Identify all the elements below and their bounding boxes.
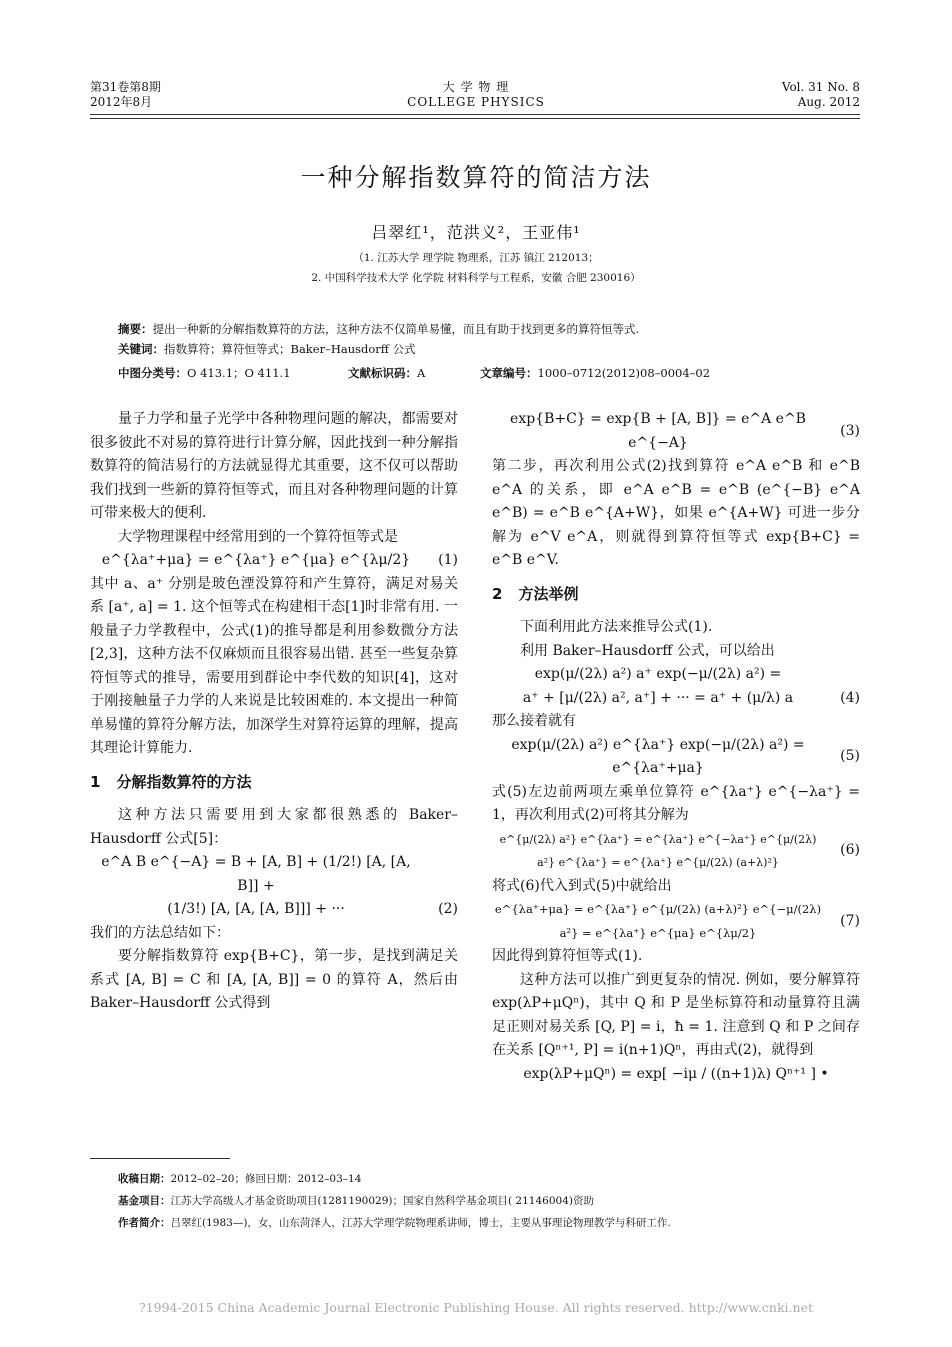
identity-intro: 大学物理课程中经常用到的一个算符恒等式是 — [118, 528, 398, 545]
equation-4a-expr: exp(μ/(2λ) a²) a⁺ exp(−μ/(2λ) a²) = — [534, 666, 782, 682]
method-step-2: 第二步，再次利用公式(2)找到算符 e^A e^B 和 e^B e^A 的关系，即 e^A e^B = e^B (e^{−B} e^A e^B) = e^B e^{A+W}，如果 e^{A+W} 可进一步分解为 e^V e^A，则就得到算符恒等式 exp{B+C} = e^B e^V. — [492, 458, 860, 568]
article-id-value: 1000–0712(2012)08–0004–02 — [537, 366, 711, 380]
abstract-label: 摘要： — [118, 322, 153, 336]
header-rule-thin — [90, 118, 860, 119]
equation-4b — [492, 687, 860, 711]
footnote-fund — [118, 1192, 858, 1210]
right-column — [492, 408, 860, 1086]
equation-7-number: (7) — [840, 912, 860, 929]
equation-2b-expr: (1/3!) [A, [A, [A, B]]] + ··· — [167, 901, 345, 917]
classification — [118, 364, 858, 382]
intro-paragraph: 量子力学和量子光学中各种物理问题的解决，都需要对很多彼此不对易的算符进行计算分解，因此找到一种分解指数算符的简洁易行的方法就显得尤其重要，这不仅可以帮助我们找到一些新的算符恒等式，而且对各种物理问题的计算可带来极大的便利. — [90, 411, 458, 521]
bio-text: 吕翠红(1983—)，女，山东菏泽人，江苏大学理学院物理系讲师，博士，主要从事理论物理教学与科研工作. — [170, 1217, 671, 1229]
example-intro: 下面利用此方法来推导公式(1). — [520, 619, 713, 635]
equation-4b-expr: a⁺ + [μ/(2λ) a², a⁺] + ··· = a⁺ + (μ/λ) a — [522, 689, 794, 706]
method-summary: 我们的方法总结如下： — [90, 924, 230, 941]
equation-4-number: (4) — [840, 689, 860, 706]
keywords-text: 指数算符；算符恒等式；Baker–Hausdorff 公式 — [164, 342, 416, 356]
equation-5 — [492, 734, 860, 781]
affiliation-2: 2. 中国科学技术大学 化学院 材料科学与工程系，安徽 合肥 230016） — [311, 272, 641, 284]
keywords-label: 关键词： — [118, 342, 164, 356]
keywords — [118, 340, 858, 358]
equation-2a — [90, 851, 458, 898]
footnote-rule — [90, 1158, 230, 1159]
equation-6-expr: e^{μ/(2λ) a²} e^{λa⁺} = e^{λa⁺} e^{−λa⁺} e^{μ/(2λ) a²} e^{λa⁺} = e^{λa⁺} e^{μ/(2λ) (a+λ)²} — [499, 832, 817, 869]
equation-8 — [492, 1063, 860, 1087]
equation-5-expr: exp(μ/(2λ) a²) e^{λa⁺} exp(−μ/(2λ) a²) = e^{λa⁺+μa} — [511, 736, 805, 776]
section-1-number: 1 — [90, 772, 101, 791]
equation-1 — [90, 549, 458, 573]
article-id-label: 文章编号： — [480, 366, 538, 380]
conclusion-text: 因此得到算符恒等式(1). — [492, 948, 643, 964]
footnote-bio — [118, 1214, 858, 1232]
month-line: Aug. 2012 — [797, 95, 860, 109]
equation-8-expr: exp(λP+μQⁿ) = exp[ −iμ / ((n+1)λ) Qⁿ⁺¹ ] • — [523, 1065, 829, 1082]
fund-label: 基金项目： — [118, 1195, 171, 1207]
example-bh: 利用 Baker–Hausdorff 公式，可以给出 — [520, 642, 775, 659]
date-line: 2012年8月 — [90, 95, 153, 109]
journal-name-cn: 大 学 物 理 — [442, 80, 510, 94]
equation-2-number: (2) — [438, 901, 458, 917]
section-1-title: 分解指数算符的方法 — [116, 772, 252, 791]
footnote-received — [118, 1170, 858, 1188]
left-column — [90, 408, 458, 1016]
equation-7 — [492, 898, 860, 945]
section-2-heading — [492, 583, 860, 607]
clc-value: O 413.1；O 411.1 — [187, 366, 291, 380]
doc-code-value: A — [417, 366, 426, 380]
substitute-text: 将式(6)代入到式(5)中就给出 — [492, 877, 672, 894]
equation-1-number: (1) — [438, 552, 458, 568]
equation-7-expr: e^{λa⁺+μa} = e^{λa⁺} e^{μ/(2λ) (a+λ)²} e^{−μ/(2λ) a²} = e^{λa⁺} e^{μa} e^{λμ/2} — [494, 902, 822, 940]
volume-line: Vol. 31 No. 8 — [781, 80, 860, 94]
journal-name-en: COLLEGE PHYSICS — [407, 95, 545, 109]
equation-3 — [492, 408, 860, 455]
abstract — [118, 320, 858, 338]
abstract-text: 提出一种新的分解指数算符的方法，这种方法不仅简单易懂，而且有助于找到更多的算符恒等式. — [152, 322, 640, 336]
author-list: 吕翠红¹，范洪义²，王亚伟¹ — [371, 223, 581, 242]
header-rule — [90, 114, 860, 115]
doc-code-label: 文献标识码： — [348, 366, 417, 380]
equation-3-expr: exp{B+C} = exp{B + [A, B]} = e^A e^B e^{−A} — [510, 411, 806, 451]
operator-paragraph: 其中 a、a⁺ 分别是玻色湮没算符和产生算符，满足对易关系 [a⁺, a] = 1. 这个恒等式在构建相干态[1]时非常有用. 一般量子力学教程中，公式(1)的推导都是利用参数微分方法[2,3]，这种方法不仅麻烦而且很容易出错. 甚至一些复杂算符恒等式的推导，需要用到群论中李代数的知识[4]，这对于刚接触量子力学的人来说是比较困难的. 本文提出一种简单易懂的算符分解方法，加深学生对算符运算的理解，提高其理论计算能力. — [90, 575, 458, 756]
journal-issue-en — [782, 80, 860, 110]
bh-intro: 这种方法只需要用到大家都很熟悉的 Baker–Hausdorff 公式[5]： — [90, 807, 458, 847]
equation-3-number: (3) — [840, 422, 860, 439]
eq5-explanation: 式(5)左边前两项左乘单位算符 e^{λa⁺} e^{−λa⁺} = 1，再次利用式(2)可将其分解为 — [492, 783, 860, 823]
equation-6-number: (6) — [840, 842, 860, 859]
bio-label: 作者简介： — [118, 1217, 171, 1229]
received-text: 2012–02–20；修回日期：2012–03–14 — [170, 1173, 362, 1185]
equation-2b — [90, 898, 458, 922]
paper-title: 一种分解指数算符的简洁方法 — [300, 163, 652, 192]
equation-5-number: (5) — [840, 748, 860, 765]
equation-6 — [492, 828, 860, 875]
generalization-paragraph: 这种方法可以推广到更复杂的情况. 例如，要分解算符 exp(λP+μQⁿ)，其中 Q 和 P 是坐标算符和动量算符且满足正则对易关系 [Q, P] = i，ħ = 1. 注意到 Q 和 P 之间存在关系 [Qⁿ⁺¹, P] = i(n+1)Qⁿ，再由式(2)，就得到 — [492, 971, 860, 1058]
received-label: 收稿日期： — [118, 1173, 171, 1185]
then-text: 那么接着就有 — [492, 713, 576, 729]
fund-text: 江苏大学高级人才基金资助项目(1281190029)；国家自然科学基金项目( 21146004)资助 — [170, 1195, 594, 1207]
section-2-title: 方法举例 — [518, 584, 579, 603]
copyright-watermark: ?1994-2015 China Academic Journal Electronic Publishing House. All rights reserved. http://www.cnki.net — [139, 1300, 813, 1315]
affiliation-1: （1. 江苏大学 理学院 物理系，江苏 镇江 212013； — [353, 252, 599, 264]
clc-label: 中图分类号： — [118, 366, 187, 380]
issue-line: 第31卷第8期 — [90, 80, 161, 94]
equation-1-expr: e^{λa⁺+μa} = e^{λa⁺} e^{μa} e^{λμ/2} — [101, 552, 411, 568]
section-1-heading — [90, 771, 458, 795]
equation-4a — [492, 663, 860, 687]
method-step-1: 要分解指数算符 exp{B+C}，第一步，是找到满足关系式 [A, B] = C 和 [A, [A, B]] = 0 的算符 A，然后由 Baker–Hausdorff 公式得到 — [90, 948, 458, 1011]
equation-2a-expr: e^A B e^{−A} = B + [A, B] + (1/2!) [A, [A, B]] + — [101, 854, 411, 894]
section-2-number: 2 — [492, 584, 503, 603]
